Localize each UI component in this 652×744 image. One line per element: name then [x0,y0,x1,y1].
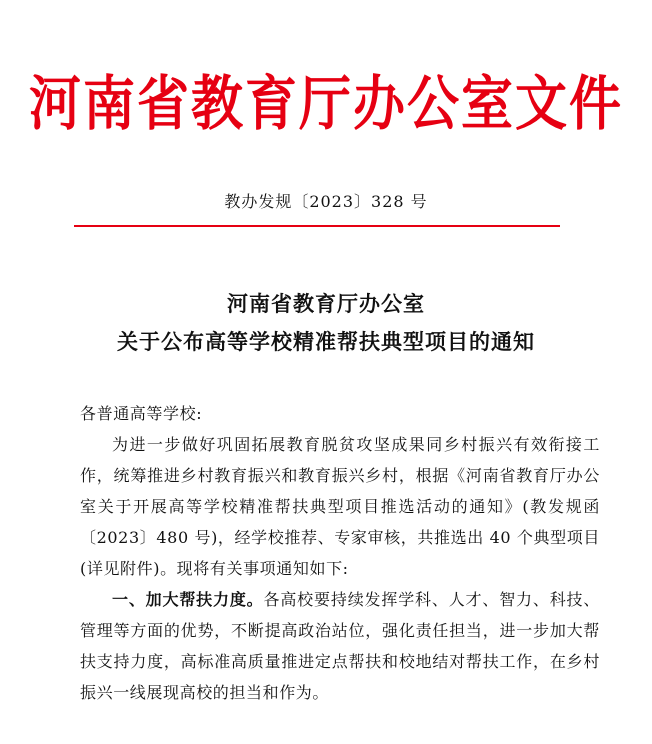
body-paragraph-1: 为进一步做好巩固拓展教育脱贫攻坚成果同乡村振兴有效衔接工作，统筹推进乡村教育振兴和教育振兴乡村，根据《河南省教育厅办公室关于开展高等学校精准帮扶典型项目推选活动的通知》(教发规函〔2023〕480 号)，经学校推荐、专家审核，共推选出 40 个典型项目(详见附件)。现将有关事项通知如下: [80,435,600,578]
document-title-line2: 关于公布高等学校精准帮扶典型项目的通知 [117,329,535,354]
salutation: 各普通高等学校: [80,404,203,423]
document-masthead: 河南省教育厅办公室文件 [28,69,623,139]
document-title-line1: 河南省教育厅办公室 [227,291,425,316]
red-divider-line [74,225,560,227]
section-1-text: 各高校要持续发挥学科、人才、智力、科技、管理等方面的优势，不断提高政治站位，强化责任担当，进一步加大帮扶支持力度，高标准高质量推进定点帮扶和校地结对帮扶工作，在乡村振兴一线展现高校的担当和作为。 [80,590,600,702]
body-paragraph-2 [80,584,600,708]
document-body [80,398,600,708]
document-number: 教办发规〔2023〕328 号 [224,192,428,211]
section-1-heading: 一、加大帮扶力度。 [112,590,264,609]
